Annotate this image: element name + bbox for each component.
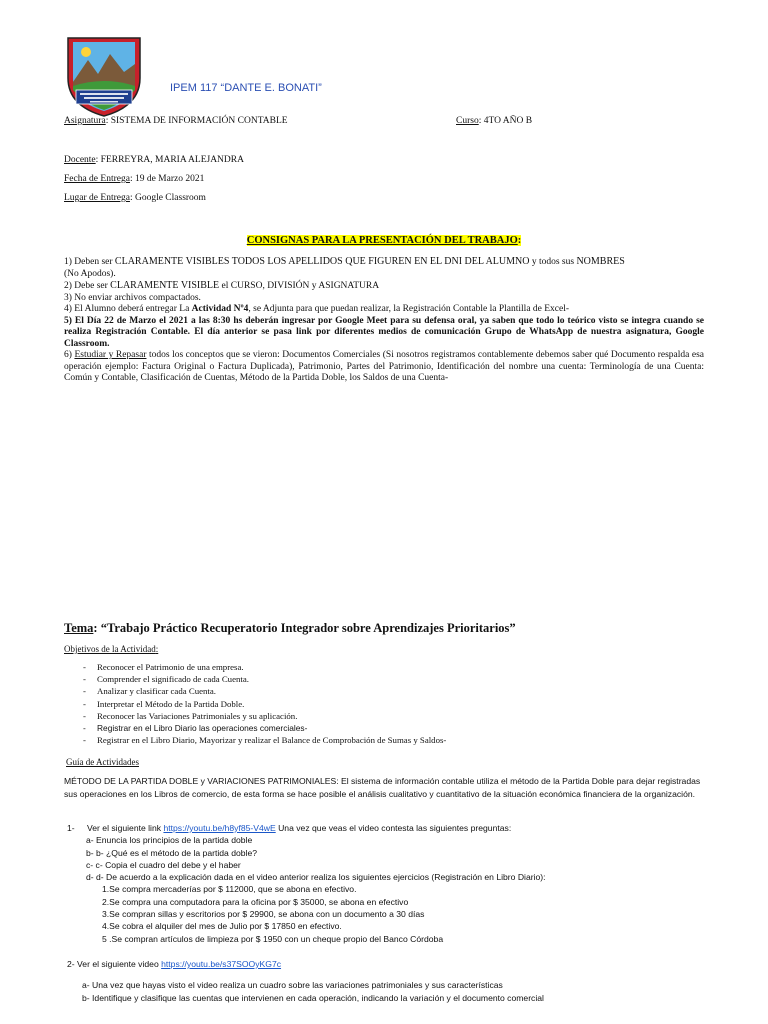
curso-value: 4TO AÑO B: [483, 116, 533, 126]
ejercicio-2-lead: 2- Ver el siguiente video: [67, 959, 162, 969]
objetivo-item: - Analizar y clasificar cada Cuenta.: [64, 685, 664, 697]
colon: :: [517, 235, 522, 246]
consignas-title-wrap: [0, 230, 768, 248]
colon: :: [155, 644, 159, 654]
docente-row: [64, 154, 244, 166]
colon: :: [129, 193, 135, 203]
objetivo-item: - Reconocer las Variaciones Patrimoniales y su aplicación.: [64, 710, 664, 722]
asignatura-row: [64, 115, 288, 127]
objetivos-list-wrap: [64, 661, 664, 746]
school-shield-icon: [62, 30, 146, 118]
ejercicio-1-a: a- Enuncia los principios de la partida doble: [86, 835, 253, 846]
docente-label: Docente: [64, 155, 96, 165]
consigna-4-a: 4) El Alumno deberá entregar La: [64, 304, 192, 314]
tema-title: “Trabajo Práctico Recuperatorio Integrador sobre Aprendizajes Prioritarios”: [100, 621, 516, 635]
objetivo-item: - Reconocer el Patrimonio de una empresa.: [64, 661, 664, 673]
asignatura-label: Asignatura: [64, 116, 106, 126]
colon: :: [105, 116, 111, 126]
consigna-6-b: Estudiar y Repasar: [74, 350, 147, 360]
asignatura-value: SISTEMA DE INFORMACIÓN CONTABLE: [110, 116, 288, 126]
consigna-3: 3) No enviar archivos compactados.: [64, 292, 201, 303]
docente-value: FERREYRA, MARIA ALEJANDRA: [100, 155, 244, 165]
fecha-value: 19 de Marzo 2021: [134, 174, 205, 184]
colon: :: [93, 621, 101, 635]
ejercicio-item: 3.Se compran sillas y escritorios por $ 29900, se abona con un documento a 30 días: [102, 909, 425, 920]
objetivo-item: - Comprender el significado de cada Cuenta.: [64, 673, 664, 685]
consigna-6-a: 6): [64, 350, 75, 360]
fecha-row: [64, 173, 204, 185]
ejercicio-item: 5 .Se compran artículos de limpieza por $ 1950 con un cheque propio del Banco Córdoba: [102, 933, 444, 944]
consigna-1-b: CLARAMENTE VISIBLES TODOS LOS APELLIDOS QUE FIGUREN EN EL DNI DEL ALUMNO: [114, 256, 530, 267]
consigna-2-a: 2) Debe ser: [64, 281, 111, 291]
lugar-value: Google Classroom: [134, 193, 206, 203]
consigna-2-c: el CURSO, DIVISIÓN y ASIGNATURA: [219, 281, 380, 291]
objetivos-heading-text: Objetivos de la Actividad: [64, 644, 156, 654]
ejercicio-item: 4.Se cobra el alquiler del mes de Julio por $ 17850 en efectivo.: [102, 921, 342, 932]
ejercicio-1: [64, 822, 724, 945]
consigna-1-e: (No Apodos).: [64, 268, 116, 279]
consigna-2-b: CLARAMENTE VISIBLE: [110, 280, 220, 291]
ejercicio-1-d: d- d- De acuerdo a la explicación dada en el video anterior realiza los siguientes ejercicios (Registración en Libro Diario):: [86, 872, 546, 883]
ejercicio-1-b: b- b- ¿Qué es el método de la partida doble?: [86, 847, 258, 858]
consigna-4-b: Actividad Nº4: [191, 304, 249, 314]
ejercicio-2-lead-row: [64, 958, 724, 970]
colon: :: [478, 116, 484, 126]
fecha-label: Fecha de Entrega: [64, 174, 130, 184]
ejercicio-1-num: 1-: [67, 823, 75, 833]
ejercicio-item: 1.Se compra mercaderías por $ 112000, que se abona en efectivo.: [102, 884, 357, 895]
objetivo-item: - Registrar en el Libro Diario las operaciones comerciales-: [64, 722, 664, 734]
video-link-1[interactable]: https://youtu.be/h8yf85-V4wE: [163, 823, 276, 833]
ejercicio-1-lead: Ver el siguiente link: [87, 823, 164, 833]
ejercicio-1-lead-row: [64, 822, 724, 834]
metodo-paragraph: MÉTODO DE LA PARTIDA DOBLE y VARIACIONES PATRIMONIALES: El sistema de información contable utiliza el método de la Partida Doble para dejar registradas sus operaciones en los Libros de comercio, de esta forma se hace posible el análisis cualitativo y cuantitativo de la situación económica financiera de la organización.: [64, 776, 701, 799]
ejercicio-2-b: b- Identifique y clasifique las cuentas que intervienen en cada operación, indicando la variación y el documento comercial: [82, 992, 544, 1003]
objetivos-heading: [64, 644, 158, 654]
colon: :: [129, 174, 135, 184]
ejercicio-1-c: c- c- Copia el cuadro del debe y el haber: [86, 859, 241, 870]
consigna-1-d: NOMBRES: [576, 256, 625, 267]
consigna-1: [64, 256, 704, 280]
lugar-label: Lugar de Entrega: [64, 193, 130, 203]
consigna-1-c: y todos sus: [529, 257, 577, 267]
consigna-2: [64, 280, 704, 293]
consigna-6: [64, 350, 704, 385]
guia-heading: Guía de Actividades: [66, 757, 139, 767]
school-name: IPEM 117 “DANTE E. BONATI”: [170, 82, 322, 94]
ejercicio-2: [64, 958, 724, 1004]
ejercicio-1-tail: Una vez que veas el video contesta las siguientes preguntas:: [275, 823, 512, 833]
school-logo: [62, 30, 146, 118]
objetivo-item: - Registrar en el Libro Diario, Mayorizar y realizar el Balance de Comprobación de Sumas y Saldos-: [64, 734, 664, 746]
consigna-5: 5) El Día 22 de Marzo el 2021 a las 8:30 hs deberán ingresar por Google Meet para su defensa oral, ya saben que todo lo teórico visto se integra cuando se realiza Registración Contable. El día anterior se pasa link por diferentes medios de comunicación Grupo de WhatsApp de nuestra asignatura, Google Classroom.: [64, 315, 704, 349]
lugar-row: [64, 192, 206, 204]
curso-label: Curso: [456, 116, 479, 126]
objetivos-list: [64, 661, 664, 746]
consignas-title: CONSIGNAS PARA LA PRESENTACIÓN DEL TRABAJO: [246, 235, 518, 246]
consigna-6-c: todos los conceptos que se vieron: Documentos Comerciales (Si nosotros registramos contablemente debemos saber qué Documento respalda esa operación ejemplo: Factura Original o Factura Duplicada), Patrimonio, Partes del Patrimonio, Identificación del nombre una cuenta: Terminología de una Cuenta: Común y Contable, Clasificación de Cuentas, Método de la Partida Doble, los Saldos de una Cuenta-: [64, 350, 704, 383]
ejercicio-item: 2.Se compra una computadora para la oficina por $ 35000, se abona en efectivo: [102, 896, 409, 907]
video-link-2[interactable]: https://youtu.be/s37SOOyKG7c: [161, 959, 282, 969]
consigna-1-a: 1) Deben ser: [64, 257, 115, 267]
consigna-4: [64, 304, 704, 316]
consigna-4-c: , se Adjunta para que puedan realizar, la Registración Contable la Plantilla de Excel-: [248, 304, 570, 314]
tema-label: Tema: [64, 621, 94, 635]
colon: :: [95, 155, 101, 165]
tema-heading: [64, 621, 516, 636]
curso-row: [456, 115, 532, 127]
consignas-body: [64, 256, 704, 385]
ejercicio-2-a: a- Una vez que hayas visto el video realiza un cuadro sobre las variaciones patrimoniales y sus características: [82, 980, 503, 991]
objetivo-item: - Interpretar el Método de la Partida Doble.: [64, 698, 664, 710]
